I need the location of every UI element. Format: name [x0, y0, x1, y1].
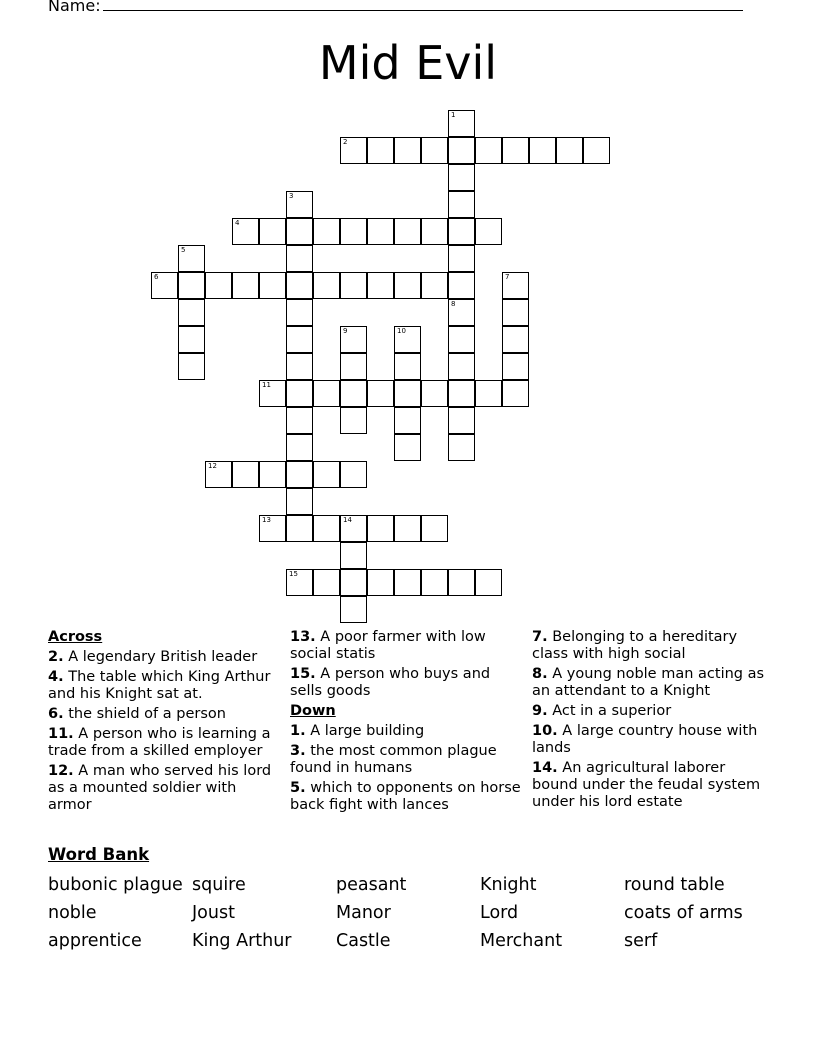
word-bank-item: King Arthur — [192, 931, 292, 951]
grid-cell[interactable] — [286, 245, 313, 272]
clue-number: 1 — [451, 111, 456, 119]
name-blank[interactable] — [103, 0, 743, 11]
grid-cell[interactable] — [286, 326, 313, 353]
down-heading: Down — [290, 703, 336, 719]
clue-number: 8 — [451, 300, 456, 308]
grid-cell[interactable] — [313, 461, 340, 488]
grid-cell[interactable] — [286, 299, 313, 326]
grid-cell[interactable] — [475, 137, 502, 164]
word-bank-item: round table — [624, 875, 725, 895]
grid-cell[interactable] — [340, 542, 367, 569]
clue-column-1 — [48, 629, 284, 817]
grid-cell[interactable] — [421, 272, 448, 299]
across-clue-6: 6. the shield of a person — [48, 706, 226, 722]
word-bank-item: coats of arms — [624, 903, 743, 923]
grid-cell[interactable] — [448, 164, 475, 191]
grid-cell[interactable] — [340, 461, 367, 488]
word-bank-item: noble — [48, 903, 97, 923]
grid-cell[interactable] — [448, 110, 475, 137]
grid-cell[interactable] — [367, 515, 394, 542]
clue-number: 6 — [154, 273, 159, 281]
clue-number: 4 — [235, 219, 240, 227]
down-clue-14: 14. An agricultural laborer bound under the feudal system under his lord estate — [532, 760, 761, 810]
page-title: Mid Evil — [318, 36, 498, 90]
grid-cell[interactable] — [205, 461, 232, 488]
grid-cell[interactable] — [502, 326, 529, 353]
grid-cell[interactable] — [394, 272, 421, 299]
word-bank-item: squire — [192, 875, 246, 895]
grid-cell[interactable] — [367, 272, 394, 299]
grid-cell[interactable] — [178, 299, 205, 326]
grid-cell[interactable] — [448, 137, 475, 164]
clue-number: 14 — [343, 516, 352, 524]
grid-cell[interactable] — [313, 569, 340, 596]
clue-number: 13 — [262, 516, 271, 524]
grid-cell[interactable] — [502, 137, 529, 164]
word-bank-item: Castle — [336, 931, 391, 951]
grid-cell[interactable] — [340, 326, 367, 353]
grid-cell[interactable] — [475, 218, 502, 245]
grid-cell[interactable] — [232, 272, 259, 299]
grid-cell[interactable] — [232, 218, 259, 245]
grid-cell[interactable] — [394, 353, 421, 380]
grid-cell[interactable] — [313, 218, 340, 245]
grid-cell[interactable] — [286, 218, 313, 245]
grid-cell[interactable] — [286, 272, 313, 299]
grid-cell[interactable] — [448, 326, 475, 353]
clue-number: 10 — [397, 327, 406, 335]
grid-cell[interactable] — [448, 380, 475, 407]
grid-cell[interactable] — [340, 218, 367, 245]
grid-cell[interactable] — [502, 353, 529, 380]
grid-cell[interactable] — [448, 218, 475, 245]
grid-cell[interactable] — [259, 380, 286, 407]
clue-number: 12 — [208, 462, 217, 470]
word-bank-heading: Word Bank — [48, 845, 150, 864]
grid-cell[interactable] — [313, 272, 340, 299]
word-bank-item: Manor — [336, 903, 391, 923]
grid-cell[interactable] — [340, 353, 367, 380]
grid-cell[interactable] — [475, 569, 502, 596]
word-bank-item: serf — [624, 931, 658, 951]
across-heading: Across — [48, 629, 103, 645]
grid-cell[interactable] — [367, 218, 394, 245]
down-clue-3: 3. the most common plague found in humans — [290, 743, 497, 776]
down-clue-5: 5. which to opponents on horse back fight with lances — [290, 780, 521, 813]
word-bank-item: apprentice — [48, 931, 142, 951]
grid-cell[interactable] — [178, 245, 205, 272]
clue-column-2 — [290, 629, 526, 817]
name-line — [48, 0, 743, 15]
grid-cell[interactable] — [502, 272, 529, 299]
grid-cell[interactable] — [340, 596, 367, 623]
grid-cell[interactable] — [394, 515, 421, 542]
grid-cell[interactable] — [502, 299, 529, 326]
grid-cell[interactable] — [313, 380, 340, 407]
across-clue-15: 15. A person who buys and sells goods — [290, 666, 491, 699]
grid-cell[interactable] — [151, 272, 178, 299]
grid-cell[interactable] — [340, 515, 367, 542]
word-bank-item: peasant — [336, 875, 407, 895]
clue-number: 15 — [289, 570, 298, 578]
grid-cell[interactable] — [394, 137, 421, 164]
clue-number: 9 — [343, 327, 348, 335]
grid-cell[interactable] — [286, 569, 313, 596]
grid-cell[interactable] — [394, 380, 421, 407]
grid-cell[interactable] — [367, 380, 394, 407]
grid-cell[interactable] — [394, 407, 421, 434]
clue-number: 3 — [289, 192, 294, 200]
grid-cell[interactable] — [340, 137, 367, 164]
grid-cell[interactable] — [394, 434, 421, 461]
grid-cell[interactable] — [232, 461, 259, 488]
grid-cell[interactable] — [421, 515, 448, 542]
grid-cell[interactable] — [448, 299, 475, 326]
grid-cell[interactable] — [421, 569, 448, 596]
across-clue-4: 4. The table which King Arthur and his Knight sat at. — [48, 669, 271, 702]
clue-number: 11 — [262, 381, 271, 389]
grid-cell[interactable] — [448, 191, 475, 218]
down-clue-10: 10. A large country house with lands — [532, 723, 758, 756]
clue-number: 2 — [343, 138, 348, 146]
grid-cell[interactable] — [448, 353, 475, 380]
grid-cell[interactable] — [286, 407, 313, 434]
grid-cell[interactable] — [178, 272, 205, 299]
clue-column-3 — [532, 629, 772, 814]
grid-cell[interactable] — [286, 461, 313, 488]
grid-cell[interactable] — [394, 218, 421, 245]
grid-cell[interactable] — [286, 515, 313, 542]
grid-cell[interactable] — [421, 218, 448, 245]
grid-cell[interactable] — [448, 434, 475, 461]
clue-number: 7 — [505, 273, 510, 281]
grid-cell[interactable] — [340, 407, 367, 434]
across-clue-12: 12. A man who served his lord as a mounted soldier with armor — [48, 763, 272, 813]
grid-cell[interactable] — [583, 137, 610, 164]
across-clue-13: 13. A poor farmer with low social statis — [290, 629, 486, 662]
grid-cell[interactable] — [421, 137, 448, 164]
grid-cell[interactable] — [340, 272, 367, 299]
grid-cell[interactable] — [367, 137, 394, 164]
word-bank-item: Knight — [480, 875, 537, 895]
grid-cell[interactable] — [448, 245, 475, 272]
across-clue-2: 2. A legendary British leader — [48, 649, 258, 665]
grid-cell[interactable] — [259, 461, 286, 488]
grid-cell[interactable] — [394, 569, 421, 596]
grid-cell[interactable] — [205, 272, 232, 299]
across-clue-11: 11. A person who is learning a trade from a skilled employer — [48, 726, 271, 759]
grid-cell[interactable] — [178, 353, 205, 380]
grid-cell[interactable] — [286, 434, 313, 461]
grid-cell[interactable] — [448, 272, 475, 299]
grid-cell[interactable] — [529, 137, 556, 164]
grid-cell[interactable] — [367, 569, 394, 596]
down-clue-7: 7. Belonging to a hereditary class with high social — [532, 629, 738, 662]
grid-cell[interactable] — [340, 569, 367, 596]
grid-cell[interactable] — [394, 326, 421, 353]
grid-cell[interactable] — [286, 191, 313, 218]
name-label: Name: — [48, 0, 101, 15]
grid-cell[interactable] — [313, 515, 340, 542]
word-bank-item: bubonic plague — [48, 875, 183, 895]
down-clue-8: 8. A young noble man acting as an attendant to a Knight — [532, 666, 765, 699]
grid-cell[interactable] — [448, 407, 475, 434]
grid-cell[interactable] — [259, 515, 286, 542]
down-clue-9: 9. Act in a superior — [532, 703, 672, 719]
grid-cell[interactable] — [286, 353, 313, 380]
grid-cell[interactable] — [259, 272, 286, 299]
clue-number: 5 — [181, 246, 186, 254]
grid-cell[interactable] — [178, 326, 205, 353]
word-bank-item: Joust — [192, 903, 235, 923]
grid-cell[interactable] — [259, 218, 286, 245]
word-bank-item: Lord — [480, 903, 519, 923]
grid-cell[interactable] — [286, 380, 313, 407]
grid-cell[interactable] — [421, 380, 448, 407]
grid-cell[interactable] — [286, 488, 313, 515]
grid-cell[interactable] — [448, 569, 475, 596]
grid-cell[interactable] — [340, 380, 367, 407]
down-clue-1: 1. A large building — [290, 723, 425, 739]
word-bank-item: Merchant — [480, 931, 563, 951]
grid-cell[interactable] — [556, 137, 583, 164]
grid-cell[interactable] — [475, 380, 502, 407]
grid-cell[interactable] — [502, 380, 529, 407]
